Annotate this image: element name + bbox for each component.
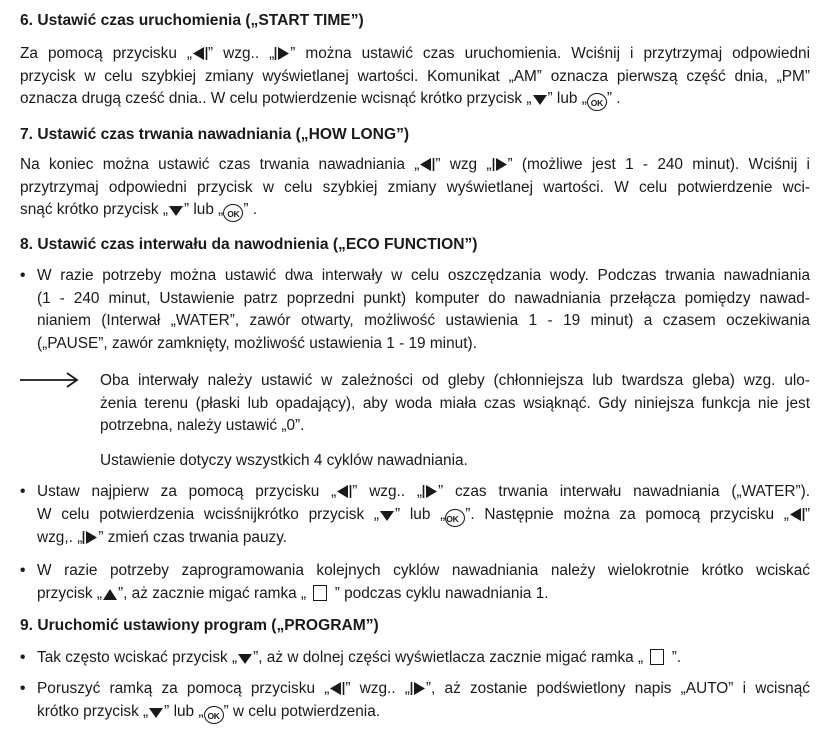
left-triangle-button-icon bbox=[419, 157, 435, 172]
down-triangle-icon bbox=[237, 652, 253, 665]
long-right-arrow-icon bbox=[20, 371, 80, 389]
bullet-dot: • bbox=[20, 680, 26, 697]
text-line bbox=[37, 701, 810, 724]
text-run: ” podczas cyklu nawadniania 1. bbox=[330, 584, 549, 602]
text-run: ”. bbox=[667, 649, 682, 666]
text-run: przytrzymaj odpowiedni przycisk w celu szybkiej zmiany wyświetlanej wartości. W celu potwierdzenie wci- bbox=[20, 178, 810, 196]
up-triangle-icon bbox=[102, 588, 118, 601]
text-run: Na koniec można ustawić czas trwania nawadniania „ bbox=[20, 156, 420, 173]
text-run: ” wzg „ bbox=[435, 156, 492, 173]
left-triangle-button-icon bbox=[192, 46, 208, 61]
text-run: ” w celu potwierdzenia. bbox=[223, 702, 381, 720]
bullet-dot: • bbox=[20, 562, 26, 579]
left-triangle-button-icon bbox=[789, 507, 805, 522]
text-run: przycisk w celu szybkiej zmiany wyświetlanej wartości. Komunikat „AM” oznacza pierwszą część dnia, „PM” bbox=[20, 67, 810, 85]
text-run: ” wzg.. „ bbox=[352, 483, 423, 500]
text-run: Tak często wciskać przycisk „ bbox=[37, 649, 238, 666]
text-line bbox=[20, 88, 810, 111]
text-line bbox=[100, 370, 810, 393]
text-run: (1 - 240 minut, Ustawienie patrz poprzedni punkt) komputer do nawadniania przełącza pomiędzy nawad- bbox=[37, 289, 810, 307]
text-run: ”. Następnie można za pomocą przycisku „ bbox=[465, 505, 789, 523]
text-run: ” lub „ bbox=[395, 505, 446, 523]
text-run: żenia terenu (płaski lub opadający), aby woda miała czas wsiąknąć. Gdy niniejsza funkcja nie jest bbox=[100, 394, 810, 412]
left-triangle-button-icon bbox=[329, 681, 345, 696]
right-triangle-button-icon bbox=[82, 530, 98, 545]
text-run: ” można ustawić czas uruchomienia. Wciśnij i przytrzymaj odpowiedni bbox=[290, 45, 810, 62]
down-triangle-icon bbox=[379, 509, 395, 522]
text-run: ” lub „ bbox=[183, 201, 224, 218]
bullet-dot: • bbox=[20, 267, 26, 284]
section-7-heading: 7. Ustawić czas trwania nawadniania („HOW LONG”) bbox=[20, 126, 410, 143]
text-run: nianiem (Interwał „WATER”, zawór otwarty, możliwość ustawienia 1 - 19 minut) a czasem oczekiwania bbox=[37, 312, 810, 329]
section-6-paragraph bbox=[20, 43, 810, 111]
text-run: ”, aż zostanie podświetlony napis „AUTO” i wcisnąć bbox=[425, 680, 810, 697]
text-run: ” zmień czas trwania pauzy. bbox=[98, 528, 288, 546]
section-8-bullet-1 bbox=[20, 265, 810, 355]
bullet-dot: • bbox=[20, 483, 26, 500]
section-6-heading: 6. Ustawić czas uruchomienia („START TIME”) bbox=[20, 12, 364, 29]
down-triangle-icon bbox=[532, 93, 548, 106]
text-run: ” wzg.. „ bbox=[208, 45, 275, 62]
section-8-bullet-2 bbox=[20, 481, 810, 549]
ok-button-icon: OK bbox=[204, 706, 224, 724]
ok-button-icon: OK bbox=[445, 509, 465, 527]
section-8-bullet-3 bbox=[20, 560, 810, 605]
ok-button-icon: OK bbox=[223, 204, 243, 222]
text-line bbox=[37, 678, 810, 701]
text-run: ” lub „ bbox=[547, 90, 587, 107]
text-line bbox=[37, 288, 810, 311]
right-triangle-button-icon bbox=[422, 484, 438, 499]
section-9-heading: 9. Uruchomić ustawiony program („PROGRAM”) bbox=[20, 617, 379, 634]
text-line bbox=[100, 415, 810, 438]
text-run: przycisk „ bbox=[37, 584, 102, 602]
text-run: potrzebna, należy ustawić „0”. bbox=[100, 417, 305, 434]
text-line bbox=[37, 504, 810, 527]
text-run: ” . bbox=[606, 90, 621, 107]
text-run: wzg,. „ bbox=[37, 528, 83, 546]
text-line bbox=[37, 481, 810, 504]
ok-button-icon: OK bbox=[587, 93, 607, 111]
text-run: W celu potwierdzenia wcisśnijkrótko przycisk „ bbox=[37, 505, 380, 523]
frame-square-icon bbox=[650, 649, 664, 665]
text-run: ” . bbox=[243, 201, 257, 218]
right-triangle-button-icon bbox=[274, 46, 290, 61]
section-8-heading: 8. Ustawić czas interwału da nawodnienia („ECO FUNCTION”) bbox=[20, 236, 478, 253]
text-run: ” bbox=[804, 505, 810, 523]
down-triangle-icon bbox=[168, 204, 184, 217]
text-run: Za pomocą przycisku „ bbox=[20, 45, 193, 62]
frame-square-icon bbox=[313, 585, 327, 601]
text-line bbox=[20, 177, 810, 200]
section-7-paragraph bbox=[20, 154, 810, 222]
text-line bbox=[37, 527, 810, 550]
text-run: W razie potrzeby zaprogramowania kolejnych cyklów nawadniania należy wielokrotnie krótko wciskać bbox=[37, 562, 810, 579]
text-run: oznacza drugą cześć dnia.. W celu potwierdzenie wcisnąć krótko przycisk „ bbox=[20, 90, 532, 107]
text-run: Poruszyć ramką za pomocą przycisku „ bbox=[37, 680, 330, 697]
right-triangle-button-icon bbox=[492, 157, 508, 172]
text-line bbox=[20, 199, 810, 222]
section-8-note-2: Ustawienie dotyczy wszystkich 4 cyklów nawadniania. bbox=[100, 452, 468, 469]
text-line bbox=[20, 43, 810, 66]
text-run: ”, aż w dolnej części wyświetlacza zacznie migać ramka „ bbox=[253, 649, 648, 666]
text-line bbox=[20, 66, 810, 89]
text-run: ” czas trwania interwału nawadniania („WATER”). bbox=[438, 483, 810, 500]
text-line bbox=[20, 154, 810, 177]
text-run: Oba interwały należy ustawić w zależności od gleby (chłonniejsza lub twardsza gleba) wzg. ulo- bbox=[100, 372, 810, 389]
section-9-bullet-1 bbox=[20, 647, 810, 670]
text-line bbox=[37, 560, 810, 583]
text-line bbox=[100, 393, 810, 416]
text-line bbox=[37, 333, 810, 356]
bullet-dot: • bbox=[20, 649, 26, 666]
text-run: ” (możliwe jest 1 - 240 minut). Wciśnij i bbox=[507, 156, 810, 173]
text-line bbox=[37, 583, 810, 606]
text-run: snąć krótko przycisk „ bbox=[20, 201, 168, 218]
text-run: W razie potrzeby można ustawić dwa interwały w celu oszczędzania wody. Podczas trwania nawadniania bbox=[37, 267, 810, 284]
section-8-note bbox=[20, 370, 810, 438]
text-run: ”, aż zacznie migać ramka „ bbox=[117, 584, 311, 602]
right-triangle-button-icon bbox=[410, 681, 426, 696]
down-triangle-icon bbox=[148, 706, 164, 719]
text-run: ” lub „ bbox=[164, 702, 204, 720]
text-line bbox=[37, 310, 810, 333]
text-run: ” wzg.. „ bbox=[345, 680, 410, 697]
text-run: („PAUSE”, zawór zamknięty, możliwość ustawienia 1 - 19 minut). bbox=[37, 334, 477, 352]
text-line bbox=[37, 647, 810, 670]
text-run: Ustaw najpierw za pomocą przycisku „ bbox=[37, 483, 337, 500]
text-run: krótko przycisk „ bbox=[37, 702, 149, 720]
section-9-bullet-2 bbox=[20, 678, 810, 724]
left-triangle-button-icon bbox=[336, 484, 352, 499]
text-line bbox=[37, 265, 810, 288]
